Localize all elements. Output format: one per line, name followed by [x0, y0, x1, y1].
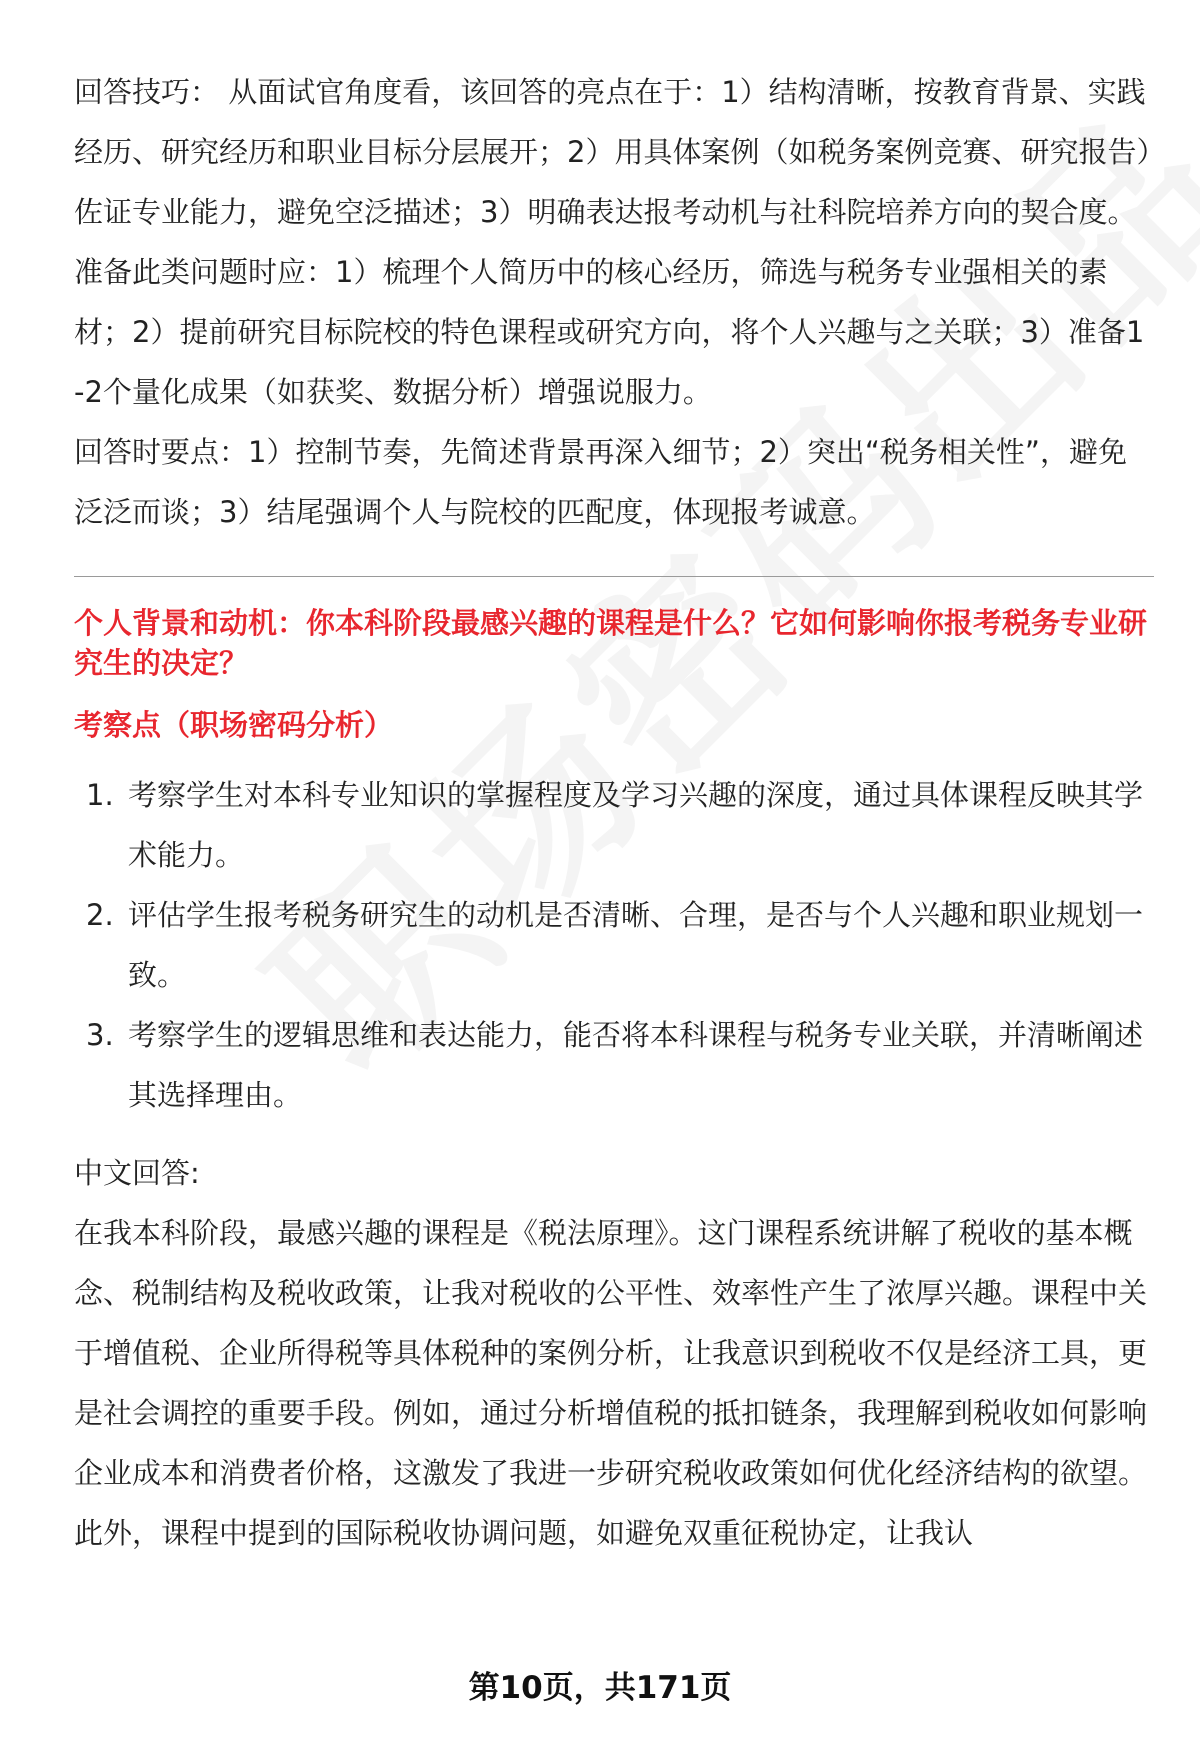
interview-question: 个人背景和动机：你本科阶段最感兴趣的课程是什么？它如何影响你报考税务专业研究生的决定？ — [74, 606, 1148, 680]
exam-point-text: 评估学生报考税务研究生的动机是否清晰、合理，是否与个人兴趣和职业规划一致。 — [128, 898, 1144, 992]
exam-point-item — [74, 885, 1154, 1005]
exam-point-text: 考察学生对本科专业知识的掌握程度及学习兴趣的深度，通过具体课程反映其学术能力。 — [128, 778, 1144, 872]
answer-tips-paragraph: 回答技巧： 从面试官角度看，该回答的亮点在于：1）结构清晰，按教育背景、实践经历、研究经历和职业目标分层展开；2）用具体案例（如税务案例竞赛、研究报告）佐证专业能力，避免空泛描述；3）明确表达报考动机与社科院培养方向的契合度。 — [74, 75, 1151, 229]
page-number-footer: 第10页，共171页 — [468, 1670, 732, 1706]
answer-label: 中文回答: — [74, 1156, 200, 1190]
section-divider — [74, 576, 1154, 577]
exam-point-number: 3. — [86, 1018, 114, 1052]
page-content — [74, 62, 1154, 1563]
answer-key-points-paragraph: 回答时要点：1）控制节奏，先简述背景再深入细节；2）突出“税务相关性”，避免泛泛而谈；3）结尾强调个人与院校的匹配度，体现报考诚意。 — [74, 435, 1127, 529]
answer-text: 在我本科阶段，最感兴趣的课程是《税法原理》。这门课程系统讲解了税收的基本概念、税制结构及税收政策，让我对税收的公平性、效率性产生了浓厚兴趣。课程中关于增值税、企业所得税等具体税种的案例分析，让我意识到税收不仅是经济工具，更是社会调控的重要手段。例如，通过分析增值税的抵扣链条，我理解到税收如何影响企业成本和消费者价格，这激发了我进一步研究税收政策如何优化经济结构的欲望。此外，课程中提到的国际税收协调问题，如避免双重征税协定，让我认 — [74, 1216, 1148, 1550]
exam-points-list — [74, 765, 1154, 1125]
exam-point-text: 考察学生的逻辑思维和表达能力，能否将本科课程与税务专业关联，并清晰阐述其选择理由。 — [128, 1018, 1144, 1112]
preparation-paragraph: 准备此类问题时应：1）梳理个人简历中的核心经历，筛选与税务专业强相关的素材；2）提前研究目标院校的特色课程或研究方向，将个人兴趣与之关联；3）准备1-2个量化成果（如获奖、数据分析）增强说服力。 — [74, 255, 1145, 409]
exam-point-number: 2. — [86, 898, 114, 932]
exam-point-number: 1. — [86, 778, 114, 812]
exam-point-item — [74, 765, 1154, 885]
exam-point-item — [74, 1005, 1154, 1125]
exam-points-heading: 考察点（职场密码分析） — [74, 708, 394, 742]
